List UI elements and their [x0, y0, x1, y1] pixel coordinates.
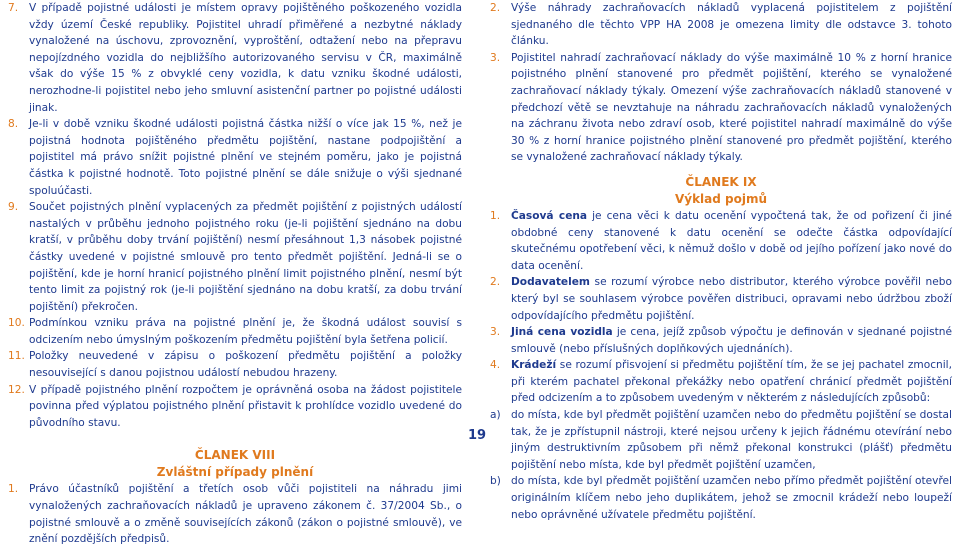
definition-3 — [490, 324, 952, 357]
sub-item-b — [490, 473, 952, 523]
spacer — [490, 166, 952, 174]
paragraph-2 — [490, 0, 952, 50]
article-viii-heading: ČLANEK VIII — [194, 448, 276, 463]
article-viii-paragraph-1 — [8, 481, 462, 547]
paragraph-number: 1. — [8, 483, 19, 496]
definition-term: Časová cena — [511, 209, 588, 222]
article-viii-title: Zvláštní případy plnění — [156, 465, 314, 480]
paragraph-number: 3. — [490, 51, 501, 64]
paragraph-number: 9. — [8, 201, 19, 214]
paragraph-9 — [8, 199, 462, 315]
paragraph-number: 11. — [8, 350, 25, 363]
paragraph-text: Výše náhrady zachraňovacích nákladů vyplacená pojistitelem z pojištění sjednaného dle těchto VPP HA 2008 je omezena limity dle odstavce 3. tohoto článku. — [511, 2, 952, 48]
sub-item-text: do místa, kde byl předmět pojištění uzamčen nebo do předmětu pojištění se dostal tak, že je zpřístupnil nástroji, které nejsou určeny k jejich řádnému otevírání nebo jiným destruktivním způsobem při němž překonal konstrukci (plášť) předmětu pojištění nebo místa, kde byl předmět pojištění uzamčen, — [511, 409, 952, 471]
paragraph-text: V případě pojistného plnění rozpočtem je oprávněná osoba na žádost pojistitele povinna před výplatou pojistného plnění přistavit k prohlídce vozidlo uvedené do původního stavu. — [29, 383, 462, 429]
paragraph-text: Položky neuvedené v zápisu o poškození předmětu pojištění a položky nesouvisející s danou pojistnou událostí nebudou hrazeny. — [29, 350, 462, 380]
right-column — [490, 0, 952, 523]
sub-item-text: do místa, kde byl předmět pojištění uzamčen nebo přímo předmět pojištění otevřel originálním klíčem nebo jeho duplikátem, jehož se zmocnil krádeží nebo loupeží nebo oprávněné užívatele předmětu pojištění. — [511, 475, 952, 521]
definition-1 — [490, 208, 952, 274]
paragraph-number: 3. — [490, 326, 501, 339]
left-column — [8, 0, 462, 548]
definition-2 — [490, 274, 952, 324]
paragraph-text: V případě pojistné události je místem opravy pojištěného poškozeného vozidla vždy území České republiky. Pojistitel uhradí přiměřené a nezbytné náklady vynaložené na úschovu, zprovoznění, vyproštění, odtažení nebo na přepravu nepojízdného vozidla do nejbližšího autorizovaného servisu v ČR, maximálně však do výše 15 % z obvyklé ceny vozidla, k datu vzniku škodné události, nerozhodne-li pojistitel nebo jeho smluvní asistenční partner po pojistné události jinak. — [29, 2, 462, 114]
sub-item-a — [490, 407, 952, 473]
sub-item-letter: a) — [490, 409, 501, 422]
definition-term: Dodavatelem — [511, 276, 590, 289]
sub-item-letter: b) — [490, 475, 501, 488]
paragraph-12 — [8, 382, 462, 432]
paragraph-7 — [8, 0, 462, 116]
paragraph-number: 12. — [8, 383, 25, 396]
paragraph-11 — [8, 348, 462, 381]
definition-text: je cena, jejíž způsob výpočtu je definován v sjednané pojistné smlouvě (nebo příslušných doplňkových ujednáních). — [511, 326, 952, 355]
definition-text: se rozumí přisvojení si předmětu pojištění tím, že se jej pachatel zmocnil, při kterém pachatel překonal překážky nebo opatření chránicí předmět pojištění před odcizením a to způsobem uvedeným v některém z následujících způsobů: — [511, 359, 952, 405]
paragraph-text: Součet pojistných plnění vyplacených za předmět pojištění z pojistných událostí nastalých v průběhu jednoho pojistného roku (je-li pojištění sjednáno na dobu kratší, v průběhu doby trvání pojištění) nesmí přesáhnout 1,3 násobek pojistné částky uvedené v pojistné smlouvě pro tento předmět pojištění. Jedná-li se o pojištění, kde je horní hranicí pojistného plnění limit pojistného plnění, nesmí být tento limit za pojistný rok (je-li pojištění sjednáno na dobu kratší, za dobu trvání pojištění) překročen. — [29, 201, 462, 313]
definition-text: je cena věci k datu ocenění vypočtená tak, že od pořizení či jiné obdobné ceny stanovené k datu ocenění se odečte částka odpovídající skutečnému opotřebení věci, k němuž došlo v době od jejího pořízení jako nové do data ocenění. — [511, 209, 953, 272]
paragraph-number: 1. — [490, 209, 501, 222]
article-ix-heading: ČLANEK IX — [685, 174, 757, 189]
article-ix-title: Výklad pojmů — [674, 191, 768, 206]
definition-4 — [490, 357, 952, 407]
paragraph-number: 7. — [8, 2, 19, 14]
paragraph-8 — [8, 116, 462, 199]
definition-text: se rozumí výrobce nebo distributor, kterého výrobce pověřil nebo který byl se souhlasem výrobce pověřen distribuci, opravami nebo údržbou zboží odpovídajícího předmětu pojištění. — [511, 276, 952, 322]
paragraph-10 — [8, 315, 462, 348]
paragraph-text: Je-li v době vzniku škodné události pojistná částka nižší o více jak 15 %, než je pojistná hodnota pojištěného předmětu pojištění, nastane podpojištění a pojistitel má právo snížit pojistné plnění ve stejném poměru, jako je pojistná částka k pojistné hodnotě. Toto pojistné plnění se dále snižuje o výši sjednané spoluúčasti. — [29, 118, 462, 197]
paragraph-text: Podmínkou vzniku práva na pojistné plnění je, že škodná událost souvisí s odcizením nebo úmyslným poškozením předmětu pojištění byla šetřena policií. — [29, 317, 462, 346]
definition-term: Jiná cena vozidla — [511, 326, 613, 339]
page-number: 19 — [468, 428, 487, 443]
paragraph-number: 4. — [490, 359, 501, 372]
paragraph-text: Právo účastníků pojištění a třetích osob vůči pojistiteli na náhradu jimi vynaložených zachraňovacích nákladů je upraveno zákonem č. 37/2004 Sb., o pojistné smlouvě a o změně souvisejících zákonů (zákon o pojistné smlouvě), ve znění pozdějších předpisů. — [29, 483, 462, 546]
spacer — [8, 431, 462, 447]
paragraph-3 — [490, 50, 952, 166]
paragraph-text: Pojistitel nahradí zachraňovací náklady do výše maximálně 10 % z horní hranice pojistného plnění stanovené pro předmět pojištění, kterého se vynaložené zachraňovací náklady týkaly. Omezení výše zachraňovacích nákladů stanovené v předchozí větě se nevztahuje na náhradu zachraňovacích nákladů vynaložených na záchranu života nebo zdraví osob, které pojistitel nahradí maximálně do výše 30 % z horní hranice pojistného plnění stanovené pro předmět pojištění, kterého se vynaložené zachraňovací náklady týkaly. — [511, 51, 952, 164]
paragraph-number: 8. — [8, 118, 19, 131]
definition-term: Krádeží — [511, 359, 557, 372]
paragraph-number: 2. — [490, 2, 501, 14]
paragraph-number: 10. — [8, 317, 25, 330]
paragraph-number: 2. — [490, 276, 501, 289]
